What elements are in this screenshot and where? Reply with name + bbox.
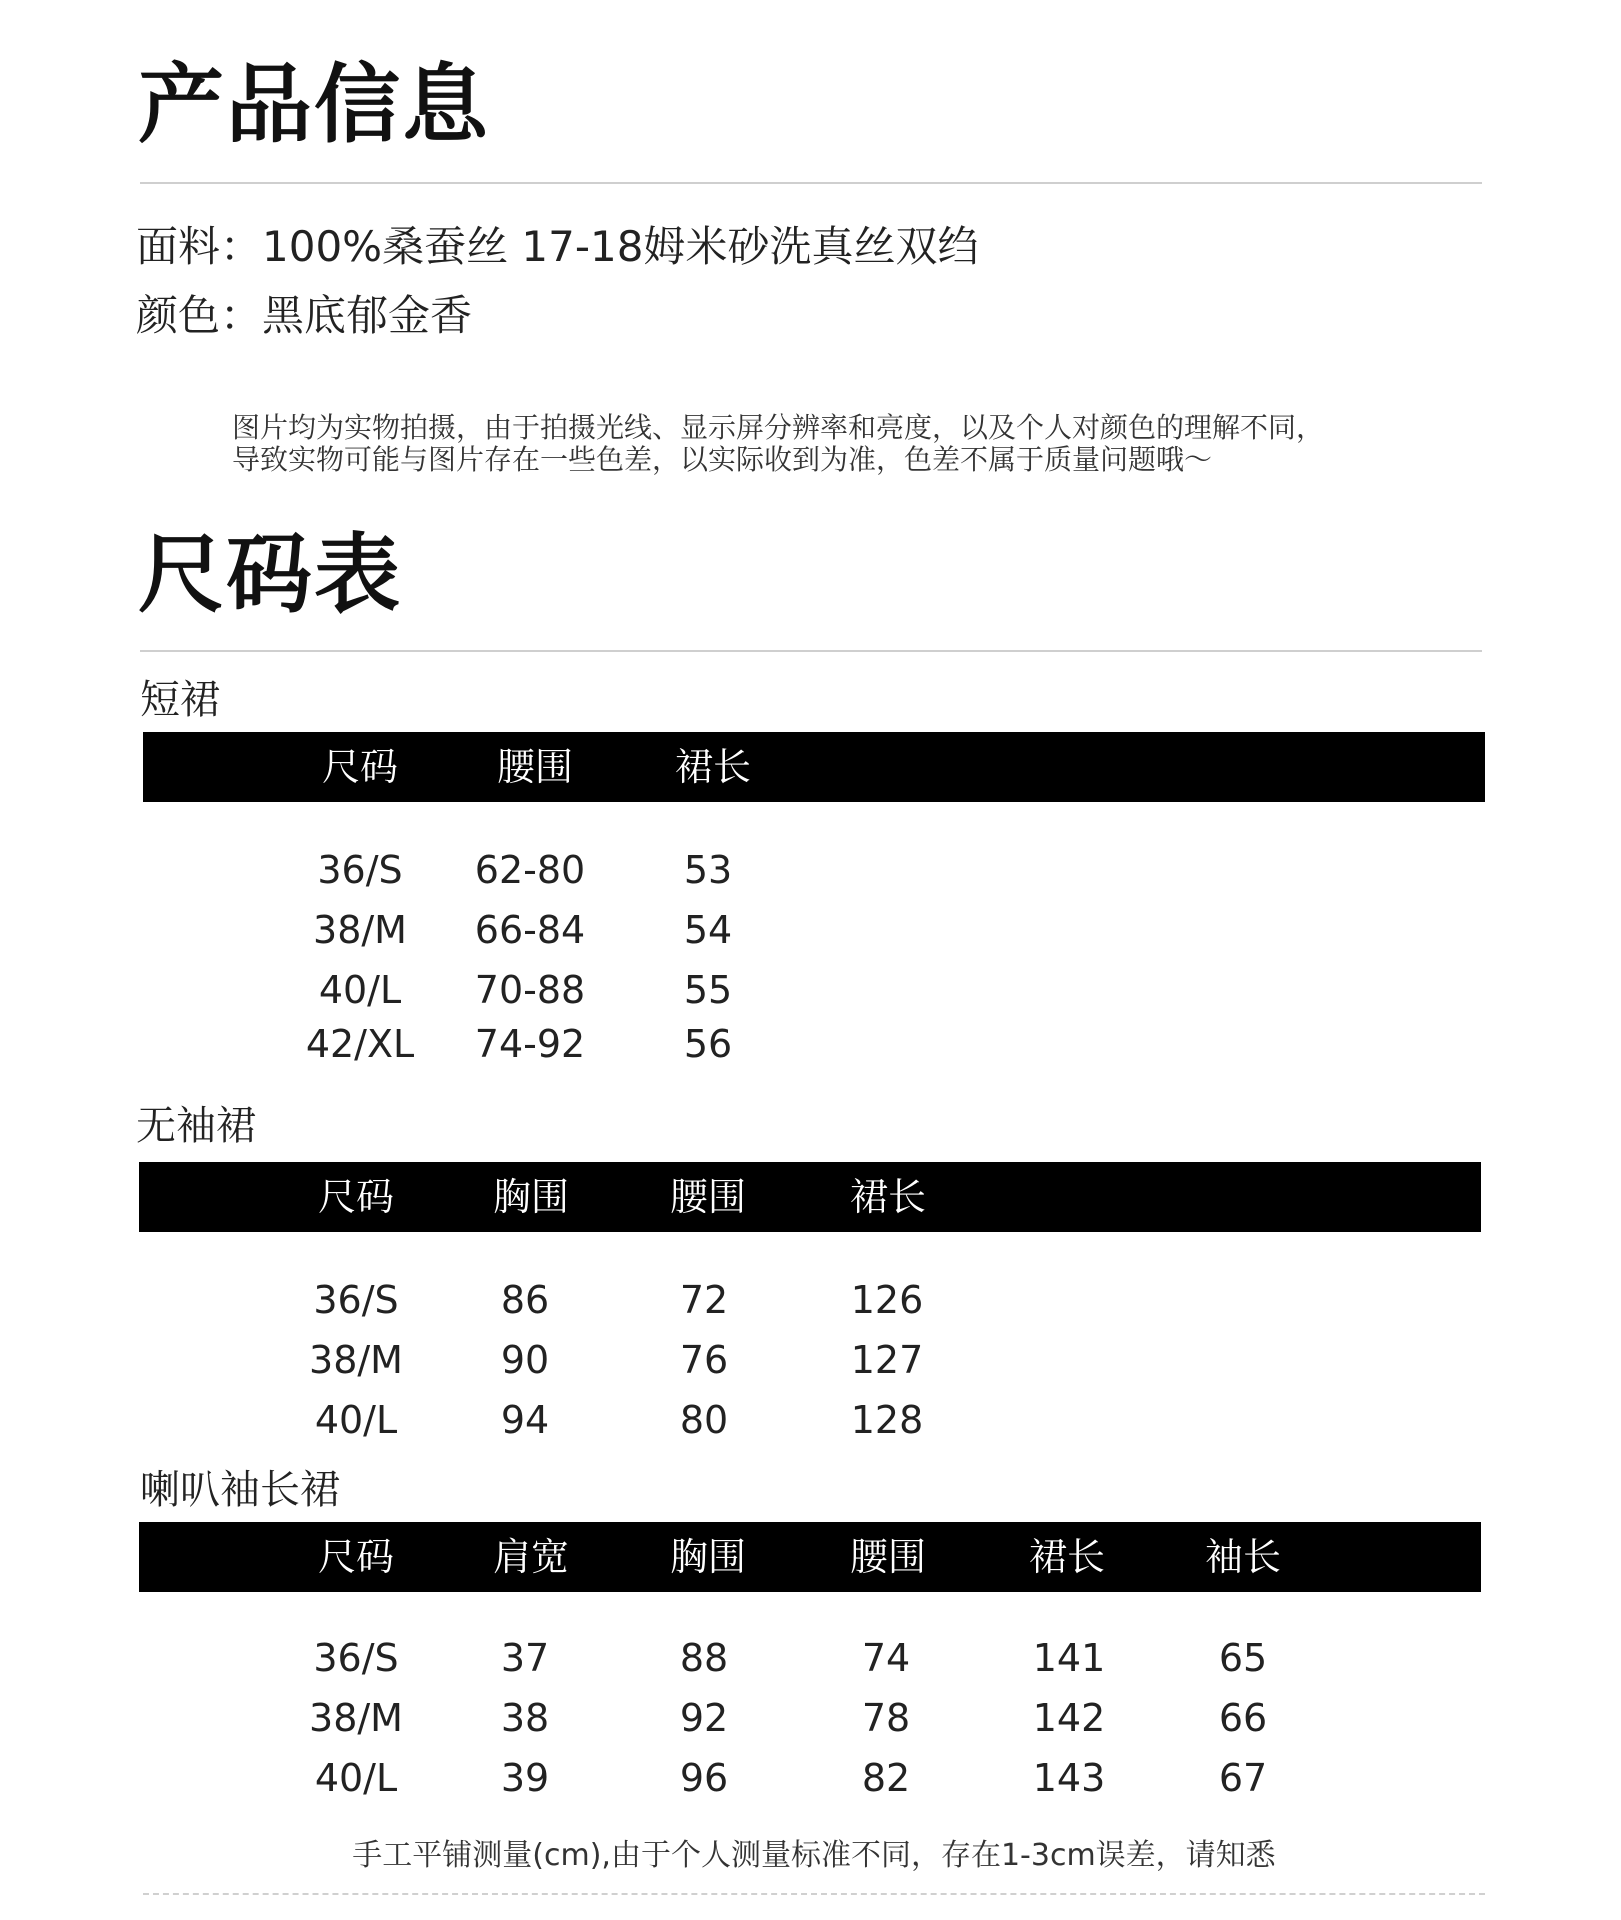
header-cell: 裙长 bbox=[1028, 1535, 1105, 1579]
header-cell: 裙长 bbox=[849, 1175, 926, 1219]
table-cell: 36/S bbox=[313, 1636, 399, 1680]
table-cell: 40/L bbox=[314, 1398, 398, 1442]
header-cell: 腰围 bbox=[496, 745, 573, 789]
product-info-divider bbox=[140, 182, 1482, 184]
table-skirt-header bbox=[143, 732, 1485, 802]
table-row bbox=[143, 1016, 1485, 1072]
bottom-dashed-divider bbox=[143, 1893, 1485, 1895]
table-row bbox=[143, 962, 1485, 1018]
header-cell: 尺码 bbox=[321, 745, 398, 789]
table-sleeveless-header bbox=[139, 1162, 1481, 1232]
table-cell: 128 bbox=[850, 1398, 924, 1442]
table-cell: 42/XL bbox=[305, 1022, 415, 1066]
header-cell: 尺码 bbox=[317, 1175, 394, 1219]
size-chart-title: 尺码表 bbox=[138, 525, 402, 625]
table-sleeveless-label: 无袖裙 bbox=[136, 1103, 256, 1149]
header-cell: 胸围 bbox=[669, 1535, 746, 1579]
color-note-line-2: 导致实物可能与图片存在一些色差，以实际收到为准，色差不属于质量问题哦～ bbox=[232, 443, 1213, 476]
table-cell: 82 bbox=[861, 1756, 911, 1800]
table-row bbox=[139, 1392, 1481, 1448]
table-cell: 39 bbox=[500, 1756, 550, 1800]
table-flare-sleeve-label: 喇叭袖长裙 bbox=[140, 1467, 340, 1513]
table-cell: 37 bbox=[500, 1636, 550, 1680]
table-cell: 86 bbox=[500, 1278, 550, 1322]
color-line: 颜色：黑底郁金香 bbox=[136, 291, 473, 340]
header-cell: 肩宽 bbox=[492, 1535, 569, 1579]
header-cell: 袖长 bbox=[1204, 1535, 1281, 1579]
table-cell: 53 bbox=[683, 848, 733, 892]
table-cell: 92 bbox=[679, 1696, 729, 1740]
table-cell: 38/M bbox=[309, 1338, 403, 1382]
table-cell: 66-84 bbox=[474, 908, 586, 952]
table-cell: 70-88 bbox=[474, 968, 586, 1012]
table-cell: 126 bbox=[850, 1278, 924, 1322]
table-cell: 74-92 bbox=[474, 1022, 586, 1066]
table-cell: 55 bbox=[683, 968, 733, 1012]
table-cell: 127 bbox=[850, 1338, 924, 1382]
table-cell: 94 bbox=[500, 1398, 550, 1442]
table-cell: 38/M bbox=[313, 908, 407, 952]
table-cell: 90 bbox=[500, 1338, 550, 1382]
table-cell: 74 bbox=[861, 1636, 911, 1680]
table-cell: 143 bbox=[1032, 1756, 1106, 1800]
table-cell: 62-80 bbox=[474, 848, 586, 892]
table-cell: 141 bbox=[1032, 1636, 1106, 1680]
table-row bbox=[139, 1630, 1481, 1686]
table-cell: 56 bbox=[683, 1022, 733, 1066]
table-cell: 38/M bbox=[309, 1696, 403, 1740]
table-cell: 54 bbox=[683, 908, 733, 952]
color-note-line-1: 图片均为实物拍摄，由于拍摄光线、显示屏分辨率和亮度，以及个人对颜色的理解不同， bbox=[232, 411, 1325, 444]
table-row bbox=[143, 842, 1485, 898]
table-cell: 142 bbox=[1032, 1696, 1106, 1740]
table-skirt-label: 短裙 bbox=[140, 677, 220, 723]
table-cell: 40/L bbox=[314, 1756, 398, 1800]
table-cell: 96 bbox=[679, 1756, 729, 1800]
table-row bbox=[139, 1750, 1481, 1806]
size-chart-divider bbox=[140, 650, 1482, 652]
table-row bbox=[139, 1272, 1481, 1328]
table-cell: 40/L bbox=[318, 968, 402, 1012]
measurement-footnote: 手工平铺测量(cm),由于个人测量标准不同，存在1-3cm误差，请知悉 bbox=[352, 1838, 1276, 1873]
table-flare-sleeve-header bbox=[139, 1522, 1481, 1592]
header-cell: 裙长 bbox=[674, 745, 751, 789]
header-cell: 腰围 bbox=[849, 1535, 926, 1579]
header-cell: 腰围 bbox=[669, 1175, 746, 1219]
table-cell: 67 bbox=[1218, 1756, 1268, 1800]
table-cell: 78 bbox=[861, 1696, 911, 1740]
table-cell: 65 bbox=[1218, 1636, 1268, 1680]
product-info-title: 产品信息 bbox=[138, 55, 490, 155]
table-cell: 36/S bbox=[313, 1278, 399, 1322]
table-cell: 66 bbox=[1218, 1696, 1268, 1740]
table-cell: 88 bbox=[679, 1636, 729, 1680]
table-cell: 72 bbox=[679, 1278, 729, 1322]
table-cell: 38 bbox=[500, 1696, 550, 1740]
table-cell: 36/S bbox=[317, 848, 403, 892]
fabric-line: 面料：100%桑蚕丝 17-18姆米砂洗真丝双绉 bbox=[136, 222, 980, 271]
table-cell: 80 bbox=[679, 1398, 729, 1442]
table-row bbox=[139, 1332, 1481, 1388]
header-cell: 胸围 bbox=[492, 1175, 569, 1219]
header-cell: 尺码 bbox=[317, 1535, 394, 1579]
table-cell: 76 bbox=[679, 1338, 729, 1382]
table-row bbox=[139, 1690, 1481, 1746]
table-row bbox=[143, 902, 1485, 958]
